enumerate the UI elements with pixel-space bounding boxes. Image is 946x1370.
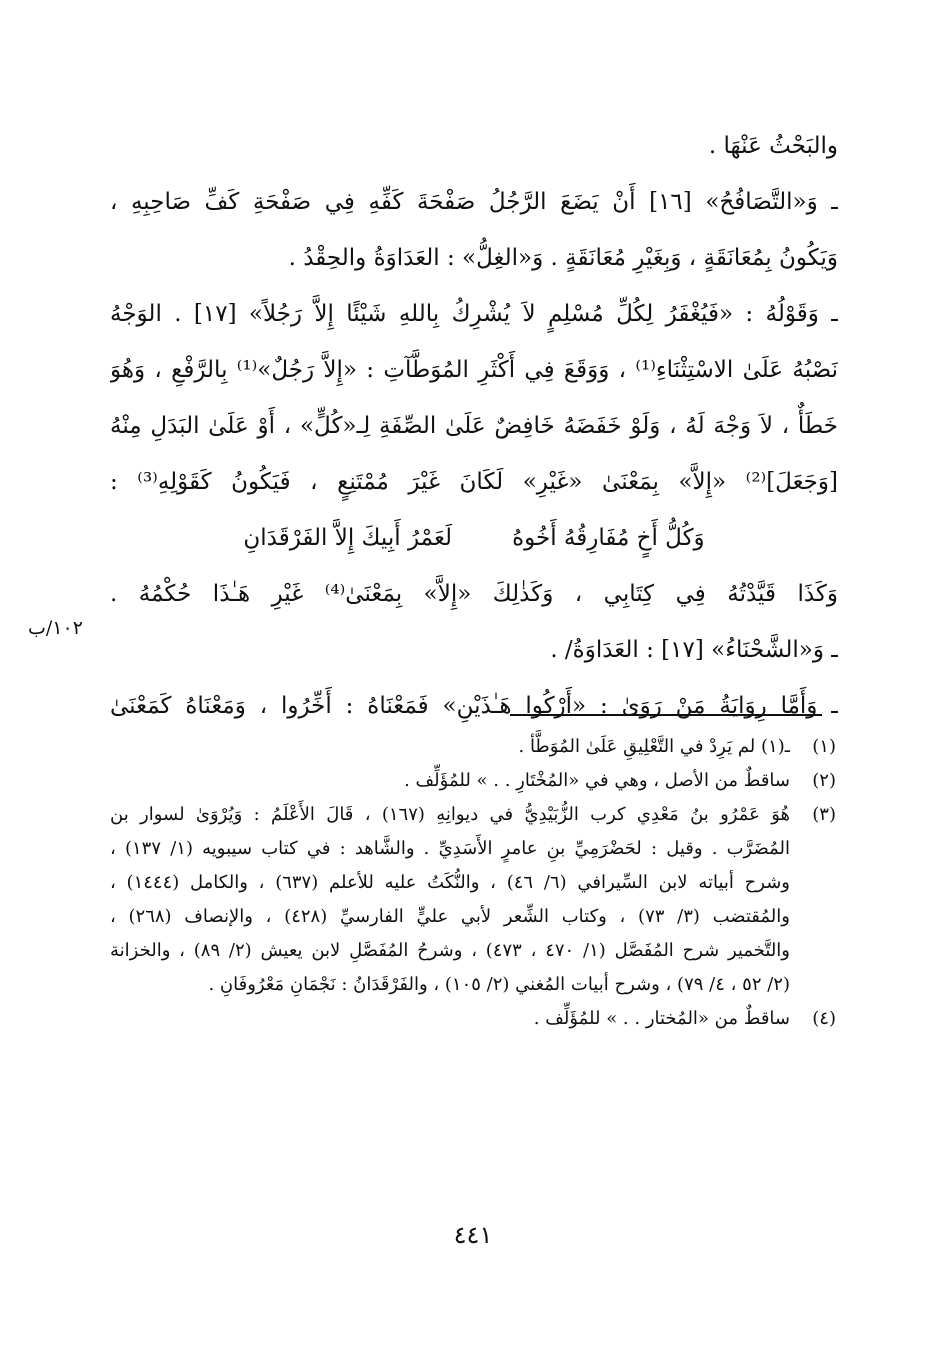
- footnote-3: [110, 798, 836, 1002]
- footnote-body: [110, 798, 790, 1002]
- text-line-1: والبَحْثُ عَنْهَا .: [708, 133, 838, 159]
- text-line-7: [وَجَعَلَ]⁽²⁾ «إِلاَّ» بِمَعْنَىٰ «غَيْرِ» لَكَانَ غَيْرَ مُمْتَنِعٍ ، فَيَكُونُ كَقَوْلِهِ⁽³⁾ :: [110, 469, 838, 495]
- footnote-number: (٤): [812, 1008, 836, 1029]
- footnote-body: [110, 764, 790, 798]
- text-line-2: ـ وَ«التَّصَافُحُ» [١٦] أَنْ يَضَعَ الرَّجُلُ صَفْحَةَ كَفِّهِ فِي صَفْحَةِ كَفِّ صَاحِبِهِ ،: [110, 189, 838, 215]
- footnote-number: (٣): [812, 804, 836, 825]
- footnote-number: (٢): [812, 770, 836, 791]
- verse-second-hemistich: لَعَمْرُ أَبِيكَ إِلاَّ الفَرْقَدَانِ: [243, 525, 453, 551]
- footnote-2: [110, 764, 836, 798]
- poetry-verse: [110, 510, 838, 566]
- text-line-8: وَكَذَا قَيَّدْتُهُ فِي كِتَابِي ، وَكَذٰلِكَ «إِلاَّ» بِمَعْنَىٰ⁽⁴⁾ غَيْرِ هَـٰذَا حُكْمُهُ .: [110, 581, 838, 607]
- footnote-separator: [510, 714, 822, 716]
- text-line-10: ـ وَأَمَّا رِوَايَةُ مَنْ رَوَىٰ : «أَرْكُوا هَـٰذَيْنِ» فَمَعْنَاهُ : أَخِّرُوا ، وَمَعْنَاهُ كَمَعْنَىٰ: [110, 693, 838, 719]
- main-text-block: [110, 118, 838, 734]
- footnote-number: (١): [812, 736, 836, 757]
- footnote-line: ـ(١) لم يَرِدْ في التَّعْلِيقِ عَلَىٰ المُوَطَّأ .: [518, 736, 790, 757]
- text-line-9: ـ وَ«الشَّحْنَاءُ» [١٧] : العَدَاوَةُ/ .: [550, 637, 838, 663]
- footnotes-section: [110, 730, 836, 1036]
- footnote-body: [110, 1002, 790, 1036]
- footnote-1: [110, 730, 836, 764]
- text-line-3: وَيَكُونُ بِمُعَانَقَةٍ ، وَبِغَيْرِ مُعَانَقَةٍ . وَ«الغِلُّ» : العَدَاوَةُ والحِقْدُ .: [288, 245, 838, 271]
- footnote-line: (٢/ ٥٢ ، ٤/ ٧٩) ، وشرح أبيات المُغني (٢/ ١٠٥) ، والفَرْقَدَانُ : نَجْمَانِ مَعْرُوفَانِ .: [208, 974, 790, 995]
- text-line-5: نَصْبُهُ عَلَىٰ الاسْتِثْنَاءِ⁽¹⁾ ، وَوَقَعَ فِي أَكْثَرِ المُوَطَّآتِ : «إِلاَّ رَجُلٌ»⁽¹⁾ بِالرَّفْعِ ، وَهُوَ: [110, 357, 838, 383]
- footnote-line: ساقطٌ من «المُختار . . » للمُؤَلِّف .: [533, 1008, 790, 1029]
- footnote-4: [110, 1002, 836, 1036]
- text-line-4: ـ وَقَوْلُهُ : «فَيُغْفَرُ لِكُلِّ مُسْلِمٍ لاَ يُشْرِكُ بِاللهِ شَيْئًا إِلاَّ رَجُلاً» [١٧] . الوَجْهُ: [110, 301, 838, 327]
- footnote-line: والمُقتضب (٣/ ٧٣) ، وكتاب الشِّعر لأبي عليٍّ الفارسيِّ (٤٢٨) ، والإنصاف (٢٦٨) ،: [110, 906, 790, 927]
- manuscript-folio-marker: ١٠٢/ب: [28, 617, 83, 639]
- footnote-body: [110, 730, 790, 764]
- footnote-line: وشرح أبياته لابن السِّيرافي (٦/ ٤٦) ، والنُّكَتُ عليه للأعلم (٦٣٧) ، والكامل (١٤٤٤) ،: [110, 872, 790, 893]
- footnote-line: المُضَرَّب . وقيل : لحَضْرَمِيِّ بنِ عامرٍ الأَسَدِيِّ . والشَّاهد : في كتاب سيبويه (١/ ١٣٧) ،: [110, 838, 790, 859]
- verse-first-hemistich: وَكُلُّ أَخٍ مُفَارِقُهُ أَخُوهُ: [512, 525, 705, 551]
- page-number: ٤٤١: [453, 1221, 493, 1249]
- footnote-line: ساقطٌ من الأصل ، وهي في «المُخْتَارِ . . » للمُؤَلِّف .: [404, 770, 790, 791]
- text-line-6: خَطَأٌ ، لاَ وَجْهَ لَهُ ، وَلَوْ خَفَضَهُ خَافِضٌ عَلَىٰ الصِّفَةِ لِـ«كُلٍّ» ، أَوْ عَلَىٰ البَدَلِ مِنْهُ: [110, 413, 838, 439]
- footnote-line: هُوَ عَمْرُو بنُ مَعْدِي كرب الزُّبَيْدِيُّ في ديوانِهِ (١٦٧) ، قَالَ الأَعْلَمُ : وَيُرْوَىٰ لسوار بن: [110, 804, 790, 825]
- footnote-line: والتَّخمير شرح المُفَصَّل (١/ ٤٧٠ ، ٤٧٣) ، وشرحُ المُفَصَّلِ لابن يعيش (٢/ ٨٩) ، والخزانة: [110, 940, 790, 961]
